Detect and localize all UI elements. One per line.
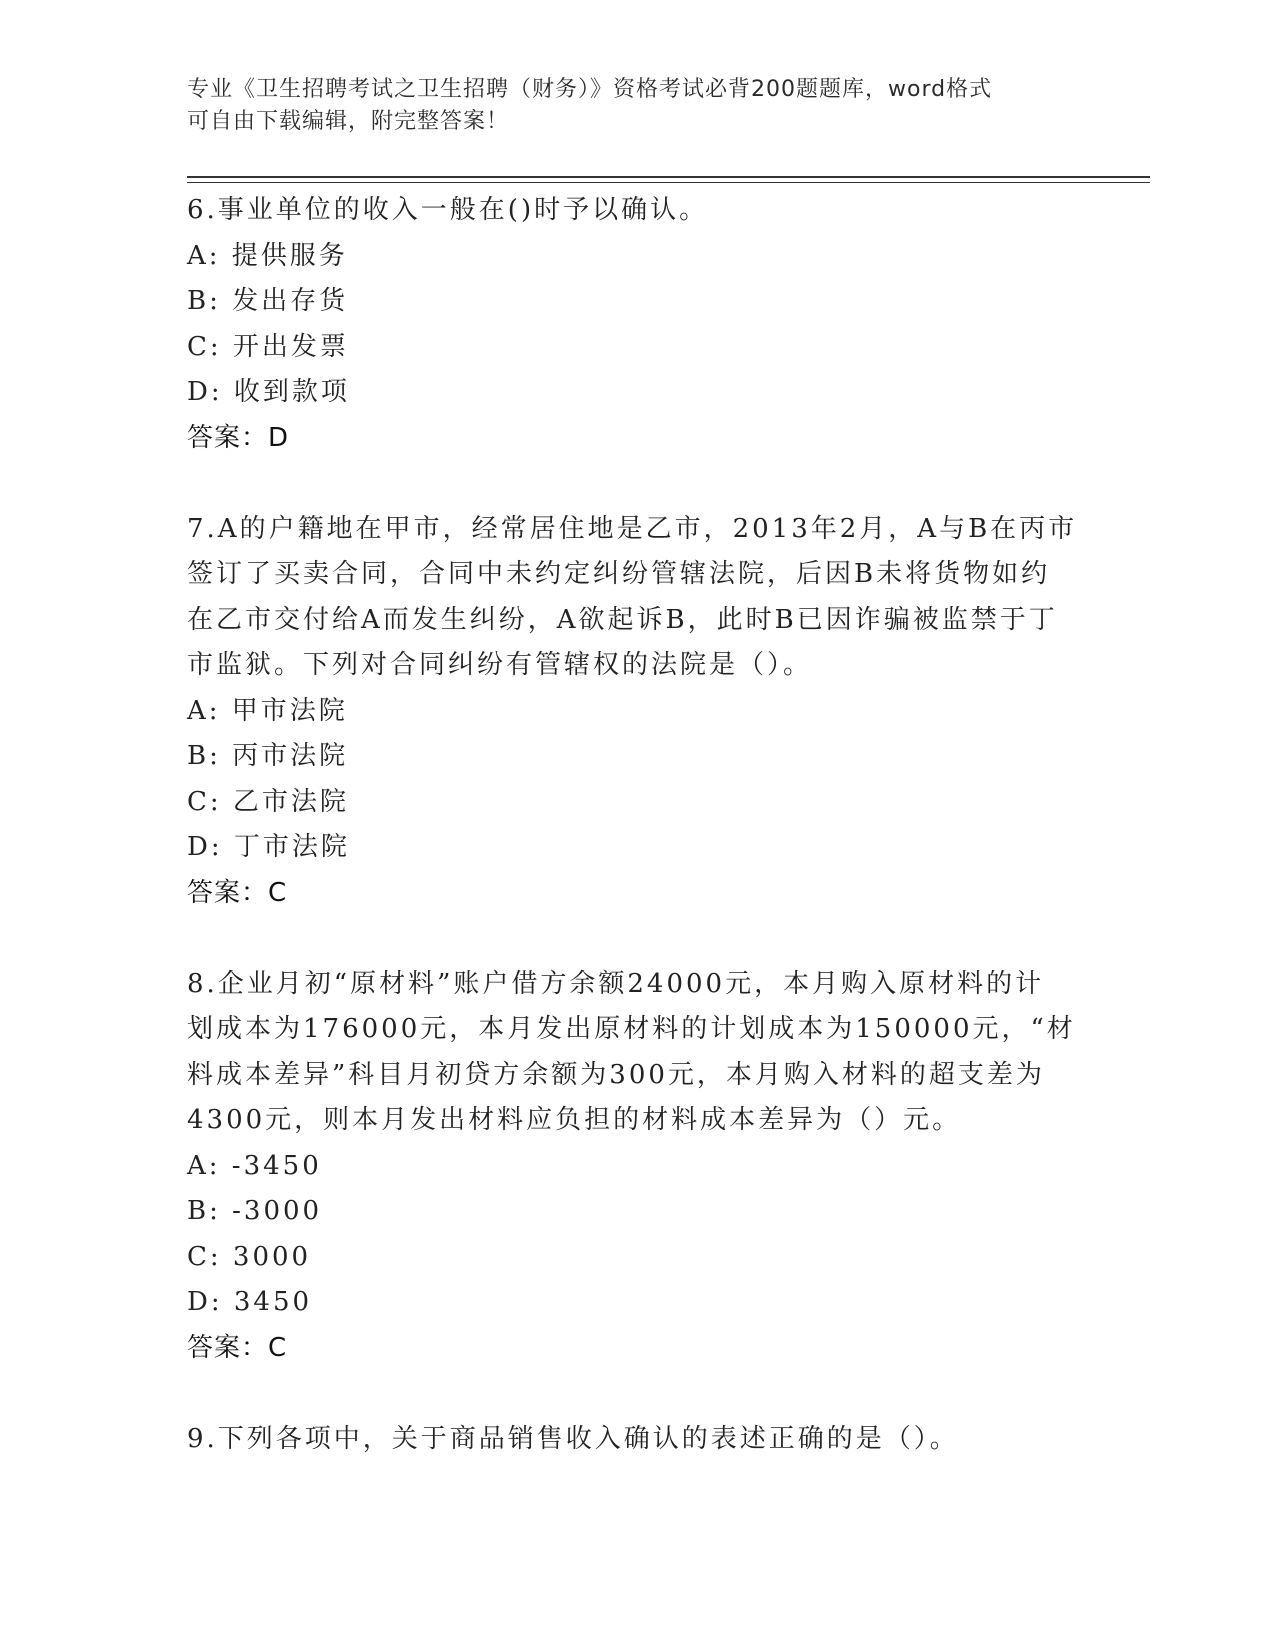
question-stem: 市监狱。下列对合同纠纷有管辖权的法院是（）。: [187, 650, 813, 680]
option-a: A: -3450: [187, 1150, 322, 1181]
answer-label: 答案：C: [187, 1332, 288, 1363]
answer-label: 答案：D: [187, 422, 290, 453]
question-spacer: [187, 1371, 1087, 1417]
question-stem: 7.A的户籍地在甲市，经常居住地是乙市，2013年2月，A与B在丙市: [187, 513, 1078, 544]
option-a: A: 提供服务: [187, 240, 348, 271]
option-a: A: 甲市法院: [187, 695, 348, 726]
answer-label: 答案：C: [187, 877, 288, 908]
header-divider-thick: [187, 176, 1150, 178]
option-d: D: 丁市法院: [187, 832, 350, 862]
header-line-2: 可自由下载编辑，附完整答案！: [187, 109, 510, 134]
option-c: C: 3000: [187, 1241, 312, 1272]
question-stem: 9.下列各项中，关于商品销售收入确认的表述正确的是（）。: [187, 1423, 959, 1454]
option-b: B: 丙市法院: [187, 741, 349, 771]
question-stem: 8.企业月初“原材料”账户借方余额24000元，本月购入原材料的计: [187, 968, 1045, 999]
question-stem: 4300元，则本月发出材料应负担的材料成本差异为（）元。: [187, 1105, 962, 1135]
option-b: B: -3000: [187, 1196, 323, 1226]
option-b: B: 发出存货: [187, 286, 349, 316]
question-stem: 签订了买卖合同，合同中未约定纠纷管辖法院，后因B未将货物如约: [187, 559, 1051, 589]
question-spacer: [187, 461, 1087, 507]
question-stem: 6.事业单位的收入一般在()时予以确认。: [187, 195, 709, 225]
option-d: D: 3450: [187, 1287, 313, 1317]
question-list: [187, 188, 1087, 1462]
option-c: C: 乙市法院: [187, 786, 349, 817]
question-7: [187, 507, 1087, 917]
question-stem: 料成本差异”科目月初贷方余额为300元，本月购入材料的超支差为: [187, 1059, 1045, 1090]
question-stem: 在乙市交付给A而发生纠纷，A欲起诉B，此时B已因诈骗被监禁于丁: [187, 604, 1058, 635]
document-header: [187, 74, 1067, 138]
option-d: D: 收到款项: [187, 377, 350, 407]
question-8: [187, 962, 1087, 1372]
question-6: [187, 188, 1087, 461]
header-divider-thin: [187, 182, 1150, 183]
question-stem: 划成本为176000元，本月发出原材料的计划成本为150000元，“材: [187, 1014, 1076, 1044]
option-c: C: 开出发票: [187, 331, 349, 362]
question-9: [187, 1417, 1087, 1463]
header-line-1: 专业《卫生招聘考试之卫生招聘（财务）》资格考试必背200题题库，word格式: [187, 77, 993, 102]
question-spacer: [187, 916, 1087, 962]
